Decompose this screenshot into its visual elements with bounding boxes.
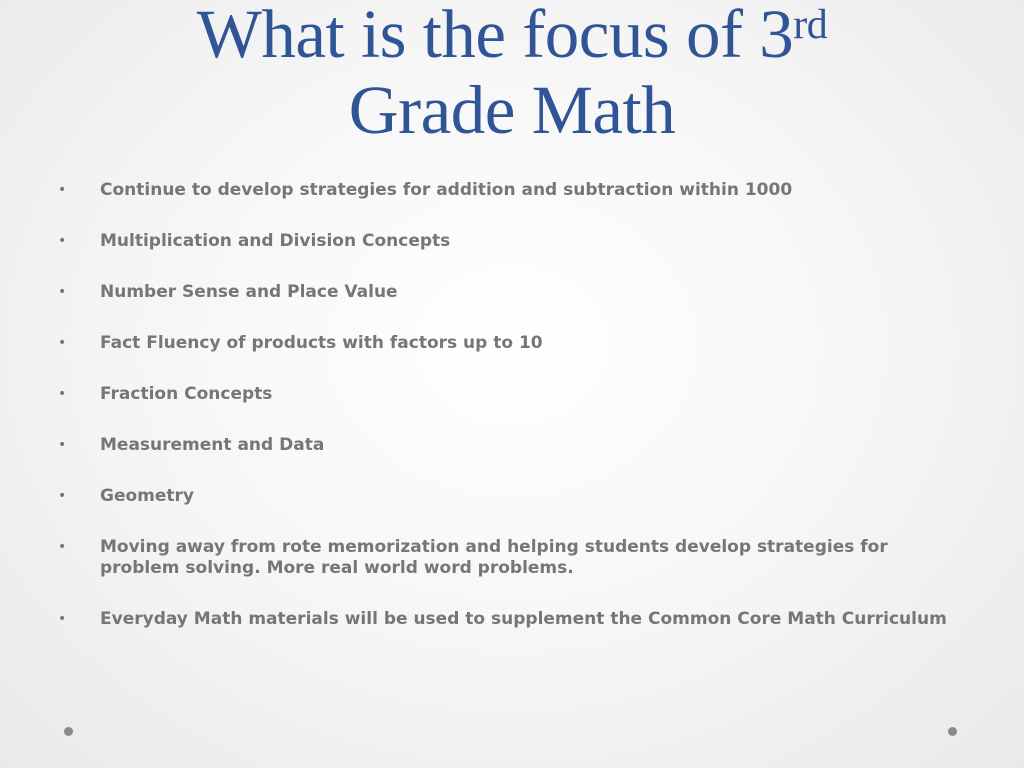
bullet-item: [58, 609, 958, 630]
bullet-item: [58, 435, 958, 456]
bullet-icon: •: [58, 437, 67, 453]
bullet-icon: •: [58, 539, 67, 555]
bullet-icon: •: [58, 284, 67, 300]
bullet-text: Geometry: [100, 486, 194, 506]
bullet-icon: •: [58, 386, 67, 402]
bullet-text: Fraction Concepts: [100, 384, 273, 404]
slide-title: [0, 0, 1024, 148]
bullet-icon: •: [58, 182, 67, 198]
title-line-2: Grade Math: [348, 72, 676, 148]
decorative-dot-icon-right: [948, 727, 957, 736]
bullet-item: [58, 231, 958, 252]
bullet-item: [58, 282, 958, 303]
bullet-icon: •: [58, 233, 67, 249]
bullet-text: Fact Fluency of products with factors up to 10: [100, 333, 543, 353]
bullet-text: Everyday Math materials will be used to supplement the Common Core Math Curriculum: [100, 609, 947, 629]
bullet-icon: •: [58, 488, 67, 504]
bullet-text: Continue to develop strategies for addition and subtraction within 1000: [100, 180, 793, 200]
title-main-text: What is the focus of 3: [196, 0, 794, 72]
bullet-item: [58, 486, 958, 507]
bullet-item: [58, 537, 958, 579]
bullet-text: Moving away from rote memorization and helping students develop strategies for problem solving. More real world word problems.: [100, 537, 888, 578]
bullet-list: [58, 180, 958, 660]
bullet-item: [58, 333, 958, 354]
bullet-icon: •: [58, 611, 67, 627]
bullet-icon: •: [58, 335, 67, 351]
bullet-item: [58, 384, 958, 405]
bullet-text: Multiplication and Division Concepts: [100, 231, 451, 251]
title-ordinal-suffix: rd: [793, 2, 828, 48]
decorative-dot-icon-left: [64, 727, 73, 736]
bullet-item: [58, 180, 958, 201]
bullet-text: Measurement and Data: [100, 435, 325, 455]
title-line-1: [197, 0, 827, 72]
bullet-text: Number Sense and Place Value: [100, 282, 398, 302]
